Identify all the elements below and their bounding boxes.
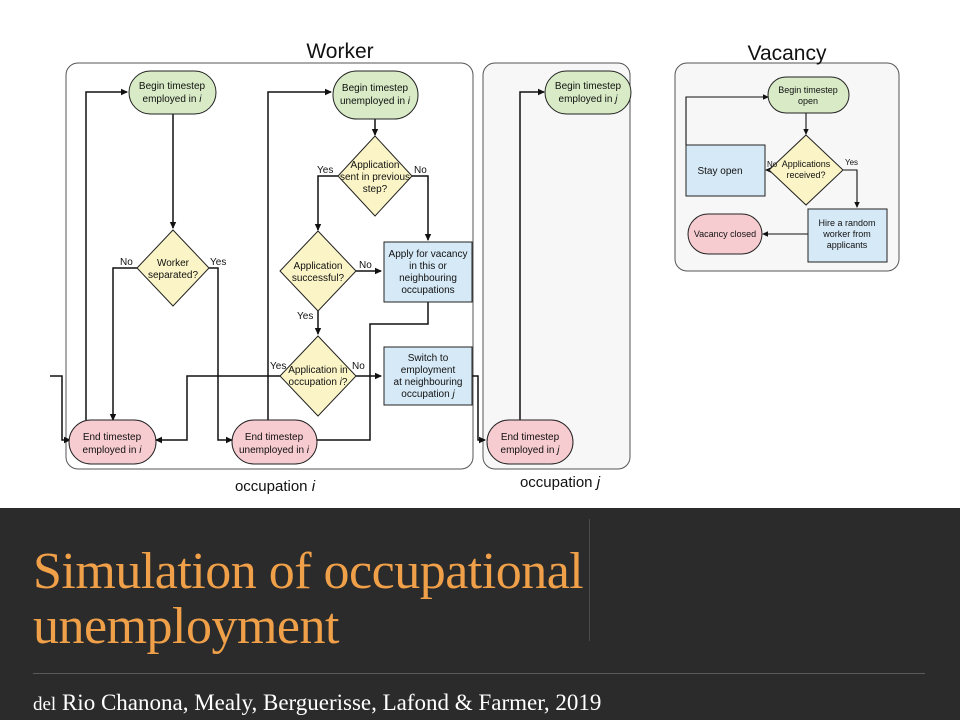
occupation-j-panel [483,63,630,469]
label-separated-no: No [120,257,133,268]
begin-employed-i-node [129,71,216,114]
slide-title-line-2: unemployment [33,598,339,655]
svg-text:Begin timestepopen: Begin timestep open [778,85,838,106]
label-in-occ-no: No [352,361,365,372]
worker-section-title: Worker [306,40,374,63]
begin-unemployed-i-node [333,71,418,119]
label-successful-yes: Yes [297,311,314,322]
authors-names: Rio Chanona, Mealy, Berguerisse, Lafond & Farmer, 2019 [56,690,602,715]
svg-text:Vacancy closed: Vacancy closed [693,229,757,239]
slide-title [33,544,733,654]
occupation-j-caption: occupation j [519,474,601,491]
svg-text:Switch toemploymentat neighbou: Switch to employment at neighbouring occupation j [393,353,463,400]
stay-open-process [686,145,765,196]
slide-authors [33,690,601,716]
svg-text:Applicationsuccessful?: Application successful? [291,261,345,284]
svg-text:Applicationsent in previousste: Application sent in previous step? [339,160,411,195]
switch-employment-process [384,347,472,405]
end-employed-i-node [69,420,156,464]
label-received-yes: Yes [845,158,859,167]
vacancy-begin-open-node [768,77,849,113]
svg-text:End timestepemployed in i: End timestep employed in i [82,432,142,456]
svg-text:Application inoccupation i?: Application in occupation i? [288,365,348,388]
svg-text:Hire a randomworker fromapplic: Hire a random worker from applicants [818,218,876,250]
label-successful-no: No [359,260,372,271]
svg-text:End timestepunemployed in i: End timestep unemployed in i [238,432,310,456]
svg-text:Begin timestepunemployed in i: Begin timestep unemployed in i [339,83,411,107]
svg-text:End timestepemployed in j: End timestep employed in j [500,432,560,456]
end-unemployed-i-node [232,420,317,464]
hire-random-worker-process [808,209,887,262]
end-employed-j-node [487,420,573,464]
begin-employed-j-node [545,71,631,114]
horizontal-divider [33,673,925,674]
vacancy-section-title: Vacancy [747,42,827,65]
label-received-no: No [767,160,778,169]
svg-text:Stay open: Stay open [697,166,743,177]
svg-text:Begin timestepemployed in j: Begin timestep employed in j [554,81,622,105]
svg-text:Applicationsreceived?: Applications received? [781,159,831,180]
svg-text:Apply for vacancyin this ornei: Apply for vacancy in this or neighbouring occupations [388,249,468,296]
authors-prefix: del [33,694,57,715]
occupation-i-caption: occupation i [234,478,316,495]
label-separated-yes: Yes [210,257,227,268]
label-sent-no: No [414,165,427,176]
svg-text:Begin timestepemployed in i: Begin timestep employed in i [138,81,206,105]
slide-title-line-1: Simulation of occupational [33,543,584,600]
apply-vacancy-process [384,242,472,302]
label-in-occ-yes: Yes [270,361,287,372]
svg-text:Workerseparated?: Worker separated? [147,258,199,281]
label-sent-yes: Yes [317,165,334,176]
vacancy-closed-node [688,214,762,254]
